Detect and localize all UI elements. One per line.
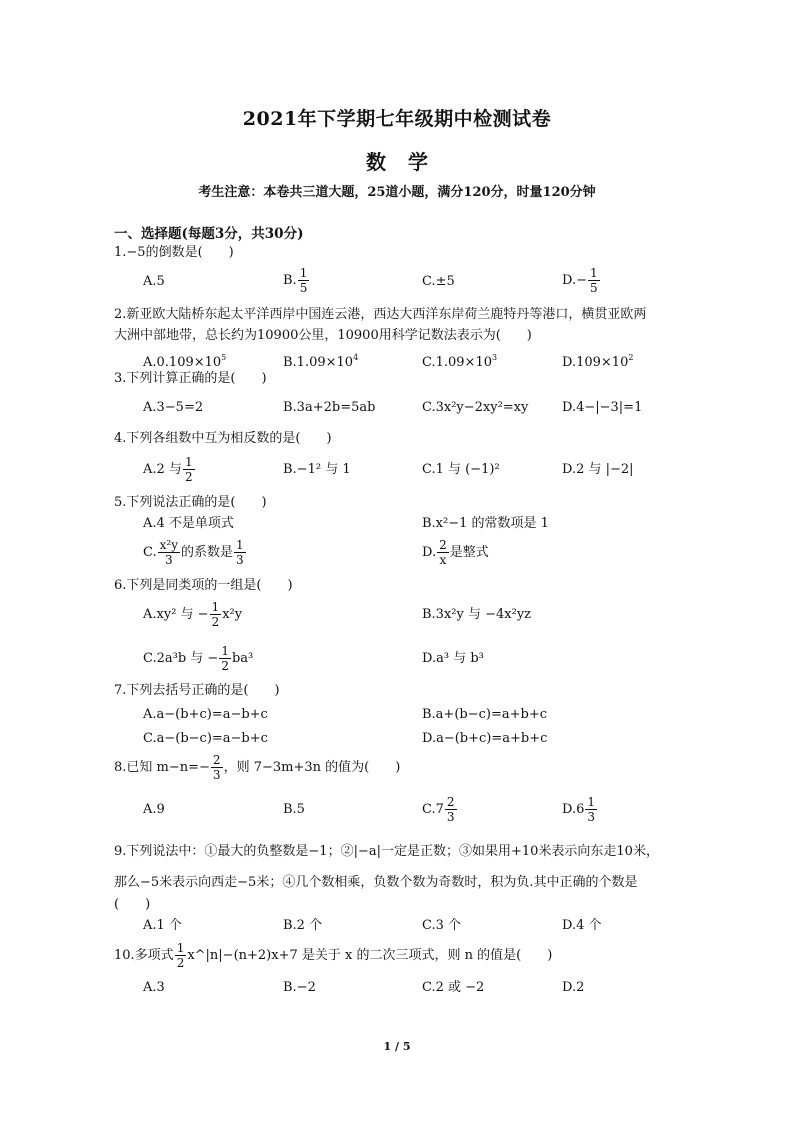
q9-option-c: C.3 个 [422,918,462,933]
question-6-stem: 6.下列是同类项的一组是( ) [114,578,293,593]
q5-option-d: D. $\frac{2}{x}$ 是整式 [422,538,489,567]
q4-option-c: C.1 与 (−1)² [422,462,500,477]
q8-option-a: A.9 [143,802,165,817]
q7-option-d: D.a−(b+c)=a+b+c [422,731,548,746]
q8-option-d: D.6 $\frac{1}{3}$ [562,795,596,824]
q1-option-b: B. $\frac{1}{5}$ [283,266,308,295]
q7-option-a: A.a−(b+c)=a−b+c [143,707,268,722]
q4-option-b: B.−1² 与 1 [283,462,351,477]
q2-option-b: $B.1.09\times 10^4$ [283,353,359,370]
question-2-stem-line1: 2.新亚欧大陆桥东起太平洋西岸中国连云港，西达大西洋东岸荷兰鹿特丹等港口，横贯亚欧两 [114,307,647,322]
question-5-stem: 5.下列说法正确的是( ) [114,495,267,510]
question-1-stem: 1.−5的倒数是( ) [114,245,234,260]
question-8-stem: 8.已知 m−n=− $\frac{2}{3}$ ，则 7−3m+3n 的值为( ) [114,753,401,782]
question-3-stem: 3.下列计算正确的是( ) [114,371,267,386]
q6-option-b: B.3x²y 与 −4x²yz [422,607,532,622]
q7-option-c: C.a−(b−c)=a−b+c [143,731,268,746]
subject-title: 数学 [366,150,450,174]
q6-option-c: C.2a³b 与 − $\frac{1}{2}$ ba³ [143,644,254,673]
q1-option-d: D.− $\frac{1}{5}$ [562,266,598,295]
exam-notice: 考生注意：本卷共三道大题，25道小题，满分120分，时量120分钟 [198,185,596,200]
q4-option-a: A.2 与 $\frac{1}{2}$ [143,455,193,484]
q5-option-c: C. $\frac{\text{x²y}}{3}$ 的系数是 $\frac{1}{3}$ [143,538,244,567]
q4-option-d: D.2 与 |−2| [562,462,634,477]
q3-option-b: B.3a+2b=5ab [283,400,376,415]
q3-option-d: D.4−|−3|=1 [562,400,643,415]
q10-option-b: B.−2 [283,980,316,995]
question-9-line2: 那么−5米表示向西走−5米；④几个数相乘，负数个数为奇数时，积为负.其中正确的个数是 [114,875,638,890]
q1-option-c: C.±5 [422,274,455,289]
question-4-stem: 4.下列各组数中互为相反数的是( ) [114,431,332,446]
q10-option-d: D.2 [562,980,585,995]
question-9-line1: 9.下列说法中：①最大的负整数是−1；②|−a|一定是正数；③如果用+10米表示向东走10米， [114,844,659,859]
q6-option-d: D.a³ 与 b³ [422,651,484,666]
q6-option-a: A.xy² 与 − $\frac{1}{2}$ x²y [143,600,243,629]
q9-option-a: A.1 个 [143,918,182,933]
section-heading: 一、选择题(每题3分，共30分) [114,226,304,242]
question-2-stem-line2: 大洲中部地带，总长约为10900公里，10900用科学记数法表示为( ) [114,328,532,343]
q8-option-b: B.5 [283,802,305,817]
q2-option-d: $D.109\times 10^2$ [562,353,634,370]
question-7-stem: 7.下列去括号正确的是( ) [114,683,280,698]
q3-option-c: C.3x²y−2xy²=xy [422,400,529,415]
question-10-stem: 10.多项式 $\frac{1}{2}$ x^|n|−(n+2)x+7 是关于 x 的二次三项式，则 n 的值是( ) [114,941,553,970]
q7-option-b: B.a+(b−c)=a+b+c [422,707,547,722]
q10-option-a: A.3 [143,980,165,995]
page-number: 1 / 5 [383,1040,411,1053]
q3-option-a: A.3−5=2 [143,400,204,415]
q9-option-b: B.2 个 [283,918,323,933]
q5-option-b: B.x²−1 的常数项是 1 [422,516,549,531]
q5-option-a: A.4 不是单项式 [143,516,234,531]
page-title: 2021年下学期七年级期中检测试卷 [242,108,552,130]
q8-option-c: C.7 $\frac{2}{3}$ [422,795,455,824]
q2-option-a: $A.0.109\times 10^5$ [143,353,227,370]
q1-option-a: A.5 [143,274,165,289]
q10-option-c: C.2 或 −2 [422,980,485,995]
q2-option-c: $C.1.09\times 10^3$ [422,353,498,370]
question-9-line3: ( ) [114,897,151,912]
q9-option-d: D.4 个 [562,918,602,933]
